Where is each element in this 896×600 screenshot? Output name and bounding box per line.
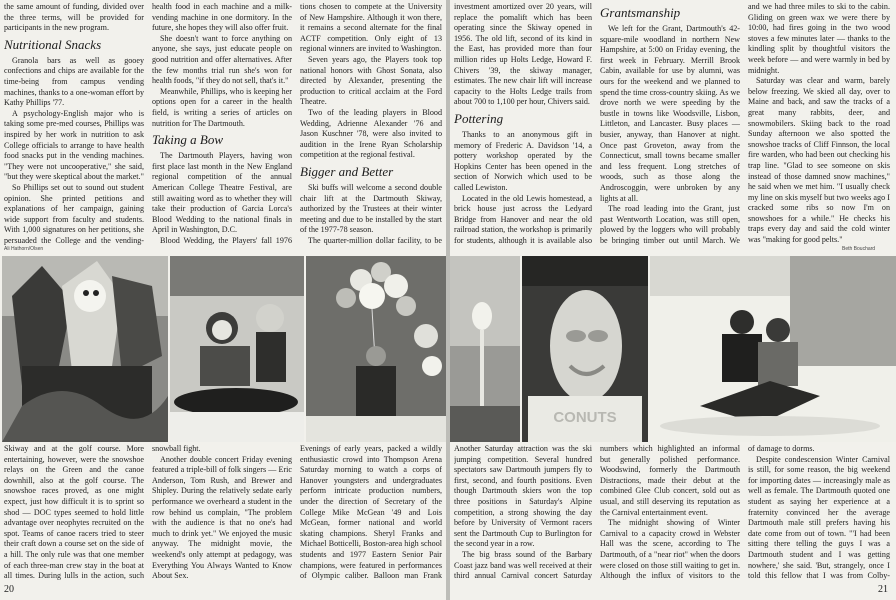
photo-canoe-race-image [170, 256, 304, 442]
photo-credit: Beth Bouchard [842, 246, 876, 252]
paragraph: A psychology-English major who is taking some pre-med courses, Phillips was inspired by her work in nutrition to ask College officials to arrange to have health food snacks put in the vending machines. "They were not uncooperative," she said, "but they were skeptical about the market." [4, 108, 144, 182]
right-top-column-2 [600, 2, 740, 246]
photo-couple-in-snow-image [650, 256, 896, 442]
paragraph: The midnight showing of Winter Carnival to a capacity crowd in Webster Hall was the scene, according to The Dartmouth, of a "near riot" when the doors were closed on those still waiting to get in. Although the influx of visitors to the [600, 518, 740, 581]
photo-balloons-image [306, 256, 446, 442]
photo-balloons [306, 256, 446, 442]
left-bottom-column-3 [300, 444, 442, 582]
photo-credit: Ali Hathorn/Olsen [4, 246, 44, 252]
paragraph: the same amount of funding, divided over the three terms, will be provided for participants in the new program. [4, 2, 144, 33]
page-number: 21 [878, 584, 888, 595]
right-top-column-1 [454, 2, 592, 246]
paragraph: Two of the leading players in Blood Wedding, Adrienne Alexander '76 and Jason Kuschner '78, were also invited to audition in the Irene Ryan Scholarship competition at the regional festival. [300, 107, 442, 160]
paragraph: tions chosen to compete at the University of New Hampshire. Although it won there, it remains a second alternate for the final ACTF competition. Only eight of 13 regional winners are invited to Washington. [300, 2, 442, 54]
photo-ski-jump [450, 256, 520, 442]
photo-ice-sculpture [522, 256, 648, 442]
paragraph: Blood Wedding, the Players' fall 1976 [160, 235, 292, 245]
paragraph: Located in the old Lewis homestead, a brick house just across the Ledyard Bridge from Hanover and near the old railroad station, the workshop is primarily for students, although it is available also [454, 193, 592, 245]
paragraph: We left for the Grant, Dartmouth's 42-square-mile woodland in northern New Hampshire, at 5:00 on Friday evening, the first week in February. Merrill Brook Cabin, available for use by alumni, was ours for the weekend and we planned to spend the time cross-country skiing. As we drove north we were speeding by the bustle in towns like Woodsville, Lisbon, Littleton, and Lancaster. Busy places — busier, anyway, than Hanover at night. Once past Groveton, away from the Connecticut, small towns became smaller and less frequent. Long stretches of woods, such as those along the Androscoggin, were unbroken by any lights at all. [600, 24, 740, 203]
paragraph: Meanwhile, Phillips, who is keeping her options open for a career in the health field, is writing a series of articles on nutrition for The Dartmouth. [152, 86, 292, 128]
right-page [450, 0, 896, 600]
photo-ice-sculpture-image [522, 256, 648, 442]
paragraph: Saturday was clear and warm, barely below freezing. We skied all day, over to Maine and back, and saw the tracks of a great many rabbits, deer, and snowmobilers. Skiing back to the road Sunday afternoon we also spotted the snowshoe tracks of Cliff Finnson, the local fire warden, who had been out checking his trap line. "Glad to see someone on skis instead of those damned snow machines," he said when we met him. "I usually check my line on skis myself but two weeks ago I cracked some ribs so now I'm on snowshoes for a while." He checks his traps every day and said the cold winter was "making for good pelts." [748, 76, 890, 245]
paragraph: snowball fight. [152, 444, 201, 453]
left-top-column-1 [4, 2, 144, 246]
sculpture-lettering: CONUTS [553, 409, 617, 426]
paragraph: The big brass sound of the Barbary Coast jazz band was well received at their third annual Carnival concert Saturday [454, 549, 592, 581]
left-bottom-column-1 [4, 444, 144, 582]
photo-carnival-costumes-image [2, 256, 168, 442]
paragraph: numbers which highlighted an informal but generally polished performance. Woodswind, formerly the Dartmouth Distractions, made their debut at the combined Glee Club concert, sold out as usual, and still deserving its reputation as the Carnival entertainment event. [600, 444, 740, 517]
right-bottom-column-1 [454, 444, 592, 582]
paragraph: Granola bars as well as gooey confections and chips are available for the time-being from campus vending machines, thanks to a one-woman effort by Kathy Phillips '77. [4, 55, 144, 108]
paragraph: Despite condescension Winter Carnival is still, for some reason, the big weekend for importing dates — increasingly male as well as female. The Dartmouth quoted one student as saying her experience at a fraternity convinced her the average Dartmouth male still prefers having his date come from out of town. "'I had been sitting there telling the guys I was a Dartmouth student and I was getting nowhere,' she said. 'But, strangely, once I told this fellow that I was from Colby- [748, 454, 890, 581]
page-number: 20 [4, 584, 14, 595]
left-top-column-2 [152, 2, 292, 246]
left-top-column-3 [300, 2, 442, 246]
photo-ski-jump-image [450, 256, 520, 442]
paragraph: Ski buffs will welcome a second double chair lift at the Dartmouth Skiway, authorized by the Trustees at their winter meeting and due to be installed by the start of the 1977-78 season. [300, 182, 442, 235]
paragraph: The quarter-million dollar facility, to be [308, 235, 442, 245]
paragraph: Thanks to an anonymous gift in memory of Frederic A. Davidson '14, a pottery workshop operated by the Hopkins Center has been opened in the section of Norwich which used to be called Lewiston. [454, 129, 592, 192]
left-bottom-column-2 [152, 444, 292, 582]
paragraph: and we had three miles to ski to the cabin. Gliding on green wax we were there by 10:00, had fires going in the two wood stoves a few minutes later — thanks to the kindling split by thoughtful visitors the week before — and were warmly in bed by midnight. [748, 2, 890, 75]
heading-nutritional-snacks: Nutritional Snacks [4, 36, 102, 52]
photo-couple-in-snow [650, 256, 896, 442]
heading-bigger-and-better: Bigger and Better [300, 163, 394, 179]
right-bottom-column-2 [600, 444, 740, 582]
paragraph: Evenings of early years, packed a wildly enthusiastic crowd into Thompson Arena Saturday morning to watch a corps of Hanover youngsters and undergraduates perform intricate production numbers, under the direction of Secretary of the College Mike McGean '49 and Lois McGean, former national and world skating champions. Sheryl Franks and Michael Botticelli, Boston-area high school students and 1977 Eastern Senior Pair champions, were featured in performances of Olympic caliber. Balloon man Frank [300, 444, 442, 581]
paragraph: of damage to dorms. [748, 444, 815, 453]
heading-pottering: Pottering [454, 110, 504, 126]
paragraph: The road leading into the Grant, just past Wentworth Location, was still open, plowed by the loggers who will probably be bringing timber out until March. We [600, 204, 740, 245]
paragraph: investment amortized over 20 years, will replace the pomalift which has been operating since the Skiway opened in 1956. The old lift, second of its kind in the East, has provided more than four million rides up Holts Ledge, Howard F. Chivers '39, the skiway manager, estimates. The new chair lift will increase capacity to the Holts Ledge trails from about 700 to 1,100 per hour, Chivers said. [454, 2, 592, 107]
photo-carnival-costumes [2, 256, 168, 442]
heading-taking-a-bow: Taking a Bow [152, 132, 224, 148]
heading-grantsmanship: Grantsmanship [600, 5, 681, 20]
paragraph: The Dartmouth Players, having won first place last month in the New England regional competition of the annual American College Theatre Festival, are still awaiting word as to whether they will take their production of Garcia Lorca's Blood Wedding to the national finals in April in Washington, D.C. [152, 151, 292, 235]
paragraph: Seven years ago, the Players took top national honors with Ghost Sonata, also directed by Alexander, presenting the production to critical acclaim at the Ford Theatre. [300, 54, 442, 107]
photo-canoe-race [170, 256, 304, 442]
paragraph: Another Saturday attraction was the ski jumping competition. Several hundred spectators saw Dartmouth jumpers fly to first, second, and fourth positions. Even though Dartmouth skiers won the top three positions in Saturday's Alpine competition, a strong showing the day before by University of Vermont racers sent the Dartmouth Cup to Burlington for the second year in a row. [454, 444, 592, 549]
left-page [0, 0, 446, 600]
paragraph: She doesn't want to force anything on anyone, she says, just educate people on good nutrition and offer alternatives. After the few months trial run she's won for health foods, "if they do not sell, that's it." [152, 33, 292, 86]
paragraph: health food in each machine and a milk-vending machine in one dormitory. In the future, she hopes they will also offer fruit. [152, 2, 292, 33]
paragraph: So Phillips set out to sound out student opinion. She printed petitions and explanations of her campaign, gaining wide support from faculty and students. With 1,000 signatures on her petitions, she persuaded the College and the vending- [4, 182, 144, 245]
right-top-column-3 [748, 2, 890, 246]
paragraph: Another double concert Friday evening featured a triple-bill of folk singers — Eric Anderson, Tom Rush, and Brewer and Shipley. During the relatively sedate early performance we overheard a student in the row behind us complain, "The problem with the audience is that no one's had much to drink yet." We enjoyed the music anyway. The midnight movie, the weekend's only attempt at pedagogy, was Everything You Always Wanted to Know About Sex. [152, 454, 292, 581]
paragraph: Skiway and at the golf course. More entertaining, however, were the snowshoe relays on the Green and the canoe downhill, also at the golf course. The snowshoe races proved, as one might expect, just how difficult it is to sprint so shod — DOC types seemed to hold little advantage over neophytes recruited on the spot. Teams of canoe racers tried to steer their craft down a course set on the side of a hill. The only rule was that one member of each three-man crew stay in the boat at all times. During lulls in the action, such [4, 444, 144, 581]
right-bottom-column-3 [748, 444, 890, 582]
